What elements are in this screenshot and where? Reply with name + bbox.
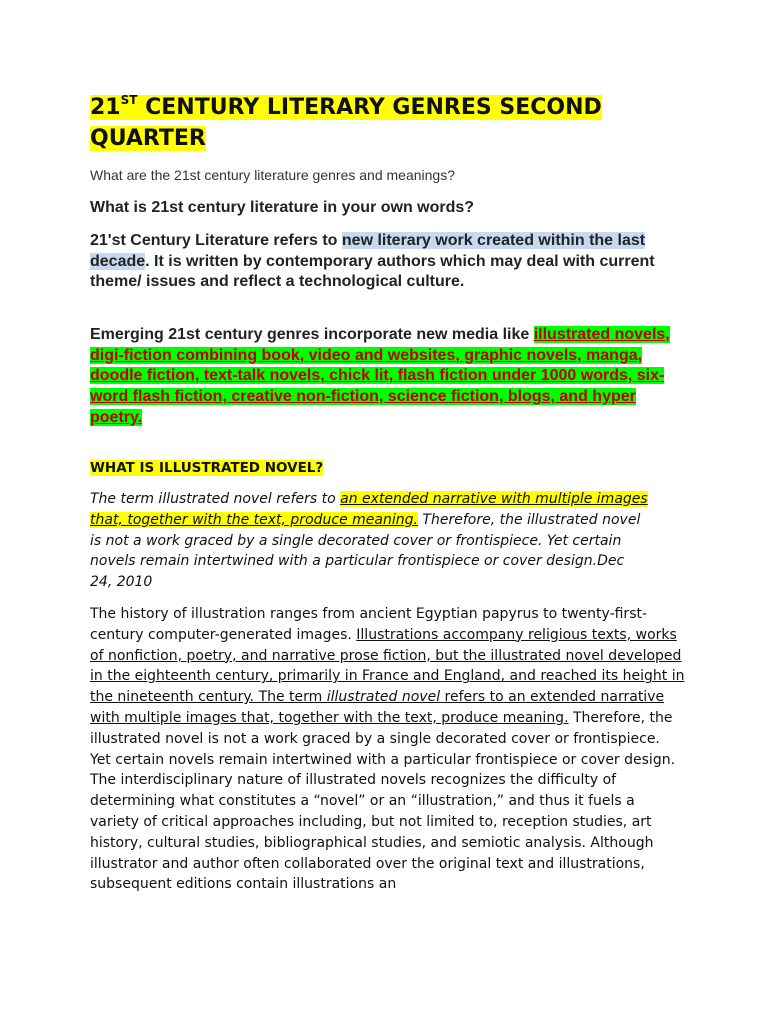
illustrated-rest: Therefore, the illustrated novel is not a work graced by a single decorated cover or frontispiece. Yet certain novels remain intertwined with a particular frontispiece or cover design.	[90, 511, 641, 570]
illustrated-lead: The term illustrated novel refers to	[90, 491, 341, 507]
illustrated-date: Dec 24, 2010	[90, 553, 625, 591]
title-prefix: 21	[90, 95, 121, 120]
question-own-words: What is 21st century literature in your own words?	[90, 199, 475, 216]
definition-highlight: new literary work created within the last decade	[90, 232, 646, 270]
title-rest: CENTURY LITERARY GENRES SECOND QUARTER	[90, 95, 602, 151]
illustrated-novel-heading	[90, 459, 690, 477]
history-part1: The history of illustration ranges from ancient Egyptian papyrus to twenty-first-century computer-generated images.	[90, 606, 648, 643]
history-underlined1: Illustrations accompany religious texts, works of nonfiction, poetry, and narrative prose fiction, but the illustrated novel developed in the eighteenth century, primarily in France and England, and reached its height in the nineteenth century. The term	[90, 626, 685, 706]
illustrated-definition-paragraph	[90, 489, 650, 593]
history-paragraph	[90, 604, 685, 895]
title-superscript: ST	[120, 93, 138, 107]
history-part2: Therefore, the illustrated novel is not a work graced by a single decorated cover or frontispiece. Yet certain novels remain intertwined with a particular frontispiece or cover design. The interdisciplinary nature of illustrated novels recognizes the difficulty of determining what constitutes a “novel” or an “illustration,” and thus it fuels a variety of critical approaches including, but not limited to, reception studies, art history, cultural studies, bibliographical studies, and semiotic analysis. Although illustrator and author often collaborated over the original text and illustrations, subsequent editions contain illustrations an	[90, 709, 676, 893]
definition-rest: . It is written by contemporary authors which may deal with current theme/ issues and reflect a technological culture.	[90, 252, 655, 291]
emerging-genres-paragraph	[90, 325, 685, 429]
emerging-genres-highlight: illustrated novels, digi-fiction combining book, video and websites, graphic novels, manga, doodle fiction, text-talk novels, chick lit, flash fiction under 1000 words, six-word flash fiction, creative non-fiction, science fiction, blogs, and hyper poetry.	[90, 326, 670, 426]
title-highlight	[90, 95, 602, 151]
definition-lead: 21'st Century Literature refers to	[90, 232, 342, 249]
emerging-lead: Emerging 21st century genres incorporate new media like	[90, 326, 534, 343]
definition-paragraph	[90, 231, 675, 293]
illustrated-highlight: an extended narrative with multiple images that, together with the text, produce meaning.	[90, 491, 648, 528]
history-underlined2: refers to an extended narrative with multiple images that, together with the text, produce meaning.	[90, 689, 665, 726]
question-genres: What are the 21st century literature genres and meanings?	[90, 167, 455, 183]
page-title	[90, 92, 650, 154]
history-italic-term: illustrated novel	[326, 689, 441, 706]
heading-highlight: WHAT IS ILLUSTRATED NOVEL?	[90, 460, 324, 476]
